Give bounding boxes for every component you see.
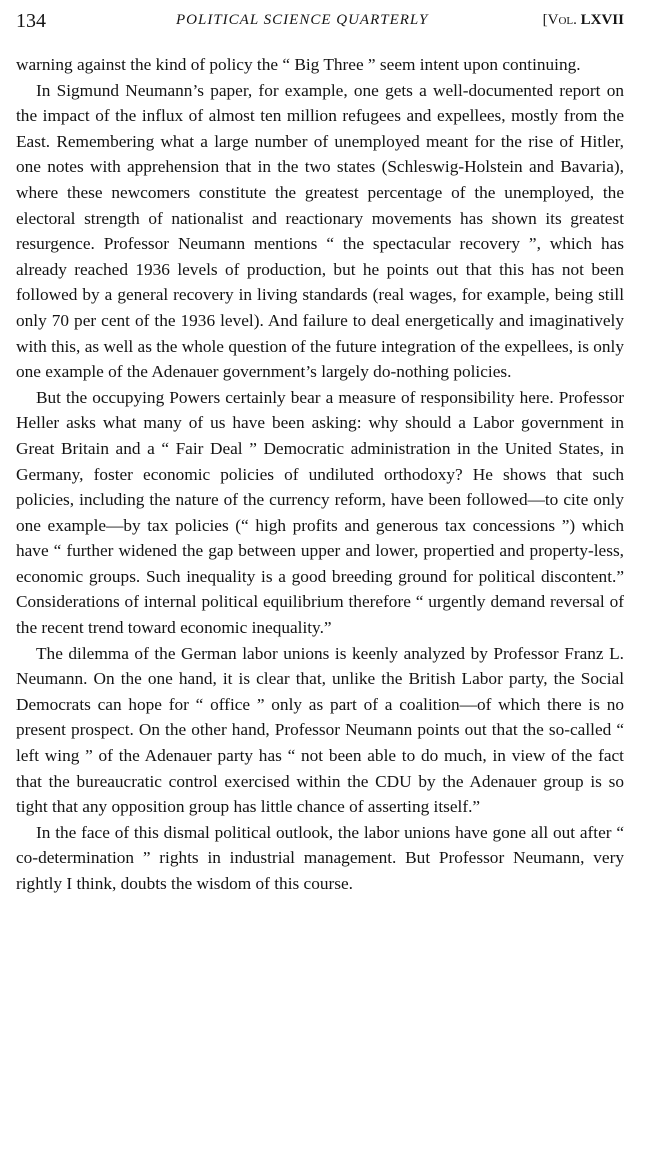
running-head [16,10,624,36]
article-body [16,52,624,897]
paragraph-labor-unions: The dilemma of the German labor unions is keenly analyzed by Professor Franz L. Neumann. On the one hand, it is clear that, unlike the British Labor party, the Social Democrats can hope for “ office ” only as part of a coalition—of which there is no present prospect. On the other hand, Professor Neumann points out that the so-called “ left wing ” of the Adenauer party has “ not been able to do much, in view of the fact that the bureaucratic control exercised within the CDU by the Adenauer group is so tight that any opposition group has little chance of asserting itself.” [16,643,624,817]
journal-title: POLITICAL SCIENCE QUARTERLY [176,12,429,28]
paragraph-co-determination: In the face of this dismal political outlook, the labor unions have gone all out after “ co-determination ” rights in industrial management. But Professor Neumann, very rightly I think, doubts the wisdom of this course. [16,822,624,893]
paragraph-sigmund-neumann: In Sigmund Neumann’s paper, for example, one gets a well-documented report on the impact of the influx of almost ten million refugees and expellees, mostly from the East. Remembering what a large number of unemployed meant for the rise of Hitler, one notes with apprehension that in the two states (Schleswig-Holstein and Bavaria), where these newcomers constitute the greatest percentage of the unemployed, the electoral strength of nationalist and reactionary movements has shown its greatest resurgence. Professor Neumann mentions “ the spectacular recovery ”, which has already reached 1936 levels of production, but he points out that this has not been followed by a general recovery in living standards (real wages, for example, being still only 70 per cent of the 1936 level). And failure to deal energetically and imaginatively with this, as well as the whole question of the future integration of the expellees, is only one example of the Adenauer government’s largely do-nothing policies. [16,80,624,382]
volume-number: LXVII [580,12,624,28]
page-number: 134 [16,10,46,32]
paragraph-continuation: warning against the kind of policy the “ Big Three ” seem intent upon continuing. [16,55,581,74]
volume-label [543,12,624,29]
volume-prefix: [Vol. [542,12,577,28]
journal-page [16,10,624,897]
paragraph-occupying-powers: But the occupying Powers certainly bear a measure of responsibility here. Professor Heller asks what many of us have been asking: why should a Labor government in Great Britain and a “ Fair Deal ” Democratic administration in the United States, in Germany, foster economic policies of undiluted orthodoxy? He shows that such policies, including the nature of the currency reform, have been followed—to cite only one example—by tax policies (“ high profits and generous tax concessions ”) which have “ further widened the gap between upper and lower, propertied and property-less, economic groups. Such inequality is a good breeding ground for political discontent.” Considerations of internal political equilibrium therefore “ urgently demand reversal of the recent trend toward economic inequality.” [16,387,624,638]
